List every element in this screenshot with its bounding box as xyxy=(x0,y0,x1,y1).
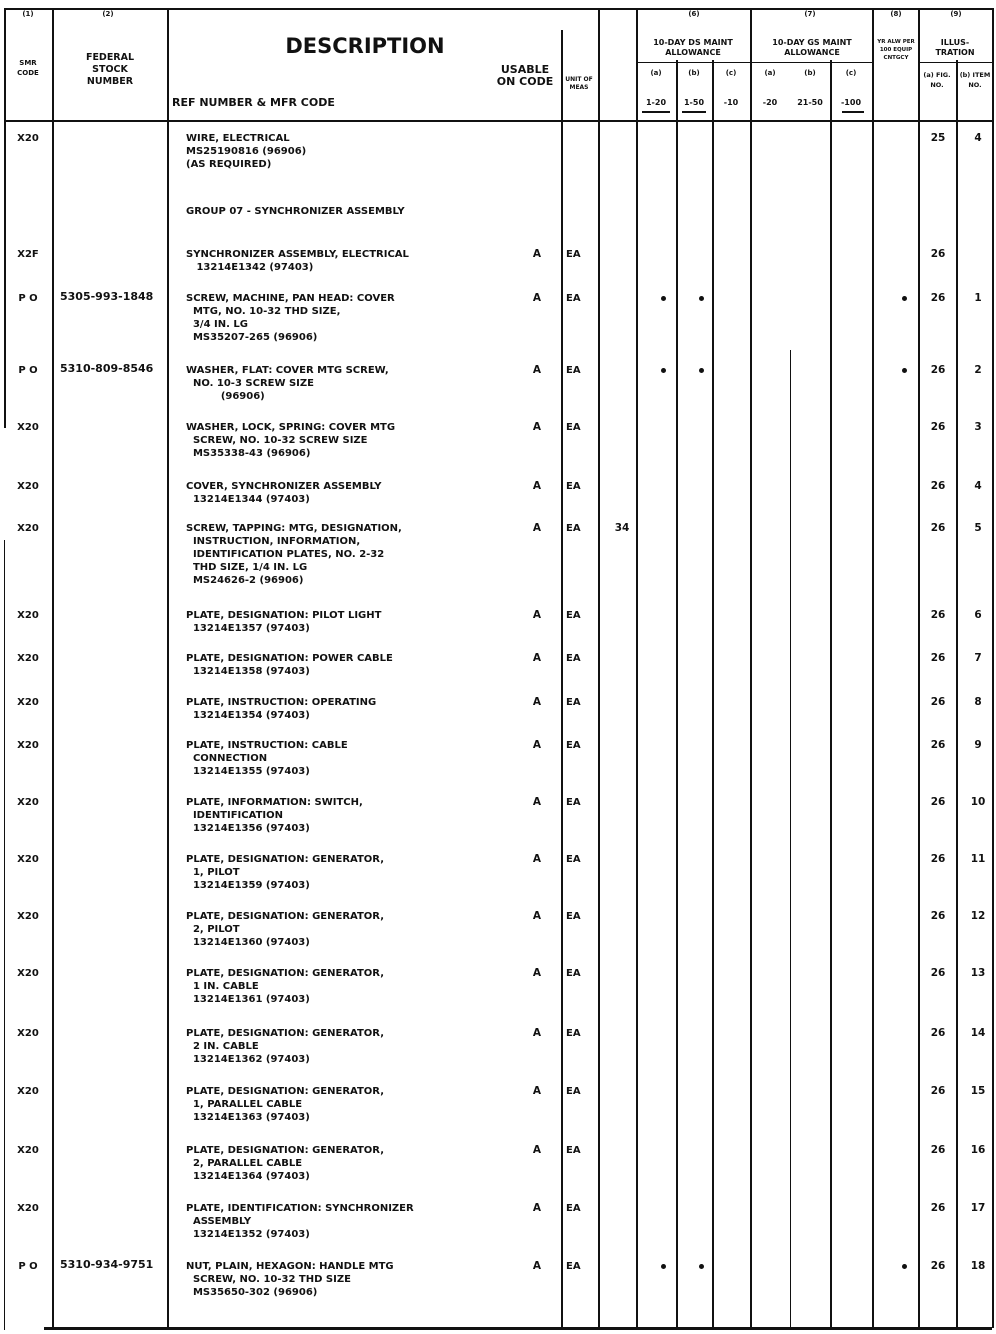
unit-of-measure: EA xyxy=(566,911,581,922)
figure-number: 26 xyxy=(930,696,946,708)
gs-sub-c: (c) xyxy=(845,69,857,77)
usable-on-code: A xyxy=(532,1260,542,1272)
header-fig-no: (a) FIG. NO. xyxy=(923,71,951,89)
smr-code: P O xyxy=(18,1261,38,1272)
figure-number: 26 xyxy=(930,739,946,751)
item-description: PLATE, INSTRUCTION: OPERATING 13214E1354 (97403) xyxy=(186,697,377,721)
item-number: 9 xyxy=(974,739,982,751)
usable-on-code: A xyxy=(532,853,542,865)
item-number: 5 xyxy=(974,522,982,534)
figure-number: 26 xyxy=(930,1202,946,1214)
smr-code: X2F xyxy=(17,249,39,260)
item-number: 17 xyxy=(970,1202,986,1214)
gs-sub-b: (b) xyxy=(804,69,816,77)
unit-of-measure: EA xyxy=(566,1145,581,1156)
ds-range-b: 1-50 xyxy=(683,98,705,107)
item-number: 7 xyxy=(974,652,982,664)
usable-on-code: A xyxy=(532,248,542,260)
unit-of-measure: EA xyxy=(566,1261,581,1272)
usable-on-code: A xyxy=(532,421,542,433)
usable-on-code: A xyxy=(532,364,542,376)
usable-on-code: A xyxy=(532,480,542,492)
smr-code: X20 xyxy=(17,610,39,621)
usable-on-code: A xyxy=(532,1085,542,1097)
figure-number: 26 xyxy=(930,421,946,433)
smr-code: X20 xyxy=(17,797,39,808)
item-description: PLATE, DESIGNATION: GENERATOR, 1, PARALLEL CABLE 13214E1363 (97403) xyxy=(186,1086,384,1123)
header-smr-code: SMR CODE xyxy=(17,59,39,77)
unit-of-measure: EA xyxy=(566,523,581,534)
yearly-allowance-mark xyxy=(902,296,907,301)
unit-of-measure: EA xyxy=(566,653,581,664)
unit-of-measure: EA xyxy=(566,610,581,621)
usable-on-code: A xyxy=(532,739,542,751)
item-description: NUT, PLAIN, HEXAGON: HANDLE MTG SCREW, NO. 10-32 THD SIZE MS35650-302 (96906) xyxy=(186,1261,394,1298)
header-usable-on-code: USABLE ON CODE xyxy=(496,63,554,88)
figure-number: 26 xyxy=(930,967,946,979)
unit-of-measure: EA xyxy=(566,797,581,808)
item-description: WIRE, ELECTRICAL MS25190816 (96906) (AS REQUIRED) xyxy=(186,133,307,170)
smr-code: X20 xyxy=(17,911,39,922)
quantity: 34 xyxy=(614,522,630,534)
yearly-allowance-mark xyxy=(902,1264,907,1269)
item-description: PLATE, DESIGNATION: PILOT LIGHT 13214E1357 (97403) xyxy=(186,610,382,634)
item-number: 10 xyxy=(970,796,986,808)
figure-number: 26 xyxy=(930,1144,946,1156)
item-number: 11 xyxy=(970,853,986,865)
figure-number: 26 xyxy=(930,1027,946,1039)
figure-number: 26 xyxy=(930,292,946,304)
col-num-1: (1) xyxy=(22,10,34,18)
item-description: SYNCHRONIZER ASSEMBLY, ELECTRICAL 13214E1342 (97403) xyxy=(186,249,409,273)
smr-code: X20 xyxy=(17,1086,39,1097)
header-yr-alw: YR ALW PER 100 EQUIP CNTGCY xyxy=(877,39,915,61)
ds-allowance-b-mark xyxy=(699,368,704,373)
unit-of-measure: EA xyxy=(566,854,581,865)
item-number: 4 xyxy=(974,132,982,144)
ds-allowance-a-mark xyxy=(661,296,666,301)
usable-on-code: A xyxy=(532,967,542,979)
unit-of-measure: EA xyxy=(566,293,581,304)
ds-range-a: 1-20 xyxy=(645,98,667,107)
smr-code: X20 xyxy=(17,1145,39,1156)
item-description: SCREW, TAPPING: MTG, DESIGNATION, INSTRUCTION, INFORMATION, IDENTIFICATION PLATES, NO. 2-32 THD SIZE, 1/4 IN. LG MS24626-2 (96906) xyxy=(186,523,402,586)
item-number: 12 xyxy=(970,910,986,922)
gs-range-c: -100 xyxy=(840,98,862,107)
smr-code: X20 xyxy=(17,740,39,751)
usable-on-code: A xyxy=(532,522,542,534)
item-number: 3 xyxy=(974,421,982,433)
item-description: PLATE, DESIGNATION: GENERATOR, 2, PILOT 13214E1360 (97403) xyxy=(186,911,384,948)
usable-on-code: A xyxy=(532,1144,542,1156)
col-num-8: (8) xyxy=(890,10,902,18)
gs-sub-a: (a) xyxy=(764,69,776,77)
item-number: 14 xyxy=(970,1027,986,1039)
item-number: 6 xyxy=(974,609,982,621)
gs-range-a: -20 xyxy=(762,98,778,107)
usable-on-code: A xyxy=(532,292,542,304)
item-description: PLATE, DESIGNATION: GENERATOR, 1 IN. CABLE 13214E1361 (97403) xyxy=(186,968,384,1005)
figure-number: 26 xyxy=(930,364,946,376)
smr-code: P O xyxy=(18,293,38,304)
smr-code: X20 xyxy=(17,481,39,492)
col-num-7: (7) xyxy=(804,10,816,18)
figure-number: 26 xyxy=(930,480,946,492)
header-illustration: ILLUS-TRATION xyxy=(935,38,975,57)
item-number: 4 xyxy=(974,480,982,492)
unit-of-measure: EA xyxy=(566,697,581,708)
header-item-no: (b) ITEM NO. xyxy=(959,71,991,89)
unit-of-measure: EA xyxy=(566,1203,581,1214)
item-description: PLATE, DESIGNATION: GENERATOR, 1, PILOT 13214E1359 (97403) xyxy=(186,854,384,891)
smr-code: X20 xyxy=(17,422,39,433)
header-federal-stock-number: FEDERAL STOCK NUMBER xyxy=(85,52,135,87)
header-gs-allowance: 10-DAY GS MAINT ALLOWANCE xyxy=(772,38,852,57)
item-number: 16 xyxy=(970,1144,986,1156)
col-num-9: (9) xyxy=(950,10,962,18)
item-number: 13 xyxy=(970,967,986,979)
figure-number: 26 xyxy=(930,910,946,922)
ds-allowance-b-mark xyxy=(699,296,704,301)
item-description: PLATE, IDENTIFICATION: SYNCHRONIZER ASSEMBLY 13214E1352 (97403) xyxy=(186,1203,414,1240)
ds-allowance-a-mark xyxy=(661,368,666,373)
gs-range-b: 21-50 xyxy=(797,98,823,107)
header-ds-allowance: 10-DAY DS MAINT ALLOWANCE xyxy=(653,38,733,57)
yearly-allowance-mark xyxy=(902,368,907,373)
figure-number: 26 xyxy=(930,853,946,865)
usable-on-code: A xyxy=(532,910,542,922)
figure-number: 25 xyxy=(930,132,946,144)
item-description: PLATE, INSTRUCTION: CABLE CONNECTION 13214E1355 (97403) xyxy=(186,740,348,777)
usable-on-code: A xyxy=(532,1027,542,1039)
smr-code: X20 xyxy=(17,854,39,865)
item-description: PLATE, INFORMATION: SWITCH, IDENTIFICATION 13214E1356 (97403) xyxy=(186,797,363,834)
figure-number: 26 xyxy=(930,796,946,808)
usable-on-code: A xyxy=(532,609,542,621)
smr-code: X20 xyxy=(17,133,39,144)
item-description: PLATE, DESIGNATION: GENERATOR, 2, PARALLEL CABLE 13214E1364 (97403) xyxy=(186,1145,384,1182)
header-ref-number: REF NUMBER & MFR CODE xyxy=(172,96,335,109)
item-description: WASHER, FLAT: COVER MTG SCREW, NO. 10-3 SCREW SIZE (96906) xyxy=(186,365,389,402)
item-number: 2 xyxy=(974,364,982,376)
unit-of-measure: EA xyxy=(566,740,581,751)
unit-of-measure: EA xyxy=(566,1086,581,1097)
usable-on-code: A xyxy=(532,652,542,664)
ds-allowance-a-mark xyxy=(661,1264,666,1269)
item-description: PLATE, DESIGNATION: POWER CABLE 13214E1358 (97403) xyxy=(186,653,393,677)
federal-stock-number: 5310-809-8546 xyxy=(60,362,154,375)
item-description: PLATE, DESIGNATION: GENERATOR, 2 IN. CABLE 13214E1362 (97403) xyxy=(186,1028,384,1065)
figure-number: 26 xyxy=(930,652,946,664)
figure-number: 26 xyxy=(930,1260,946,1272)
col-num-2: (2) xyxy=(102,10,114,18)
unit-of-measure: EA xyxy=(566,249,581,260)
item-description: GROUP 07 - SYNCHRONIZER ASSEMBLY xyxy=(186,206,405,217)
ds-range-c: -10 xyxy=(723,98,739,107)
ds-sub-c: (c) xyxy=(725,69,737,77)
item-number: 15 xyxy=(970,1085,986,1097)
item-description: SCREW, MACHINE, PAN HEAD: COVER MTG, NO. 10-32 THD SIZE, 3/4 IN. LG MS35207-265 (96906) xyxy=(186,293,395,343)
smr-code: X20 xyxy=(17,653,39,664)
federal-stock-number: 5305-993-1848 xyxy=(60,290,154,303)
figure-number: 26 xyxy=(930,248,946,260)
usable-on-code: A xyxy=(532,696,542,708)
ds-allowance-b-mark xyxy=(699,1264,704,1269)
ds-sub-b: (b) xyxy=(688,69,700,77)
smr-code: X20 xyxy=(17,968,39,979)
figure-number: 26 xyxy=(930,1085,946,1097)
ds-sub-a: (a) xyxy=(650,69,662,77)
header-unit-of-meas: UNIT OF MEAS xyxy=(565,76,593,91)
unit-of-measure: EA xyxy=(566,1028,581,1039)
figure-number: 26 xyxy=(930,609,946,621)
header-description: DESCRIPTION xyxy=(285,34,445,58)
figure-number: 26 xyxy=(930,522,946,534)
smr-code: X20 xyxy=(17,697,39,708)
unit-of-measure: EA xyxy=(566,481,581,492)
smr-code: X20 xyxy=(17,1203,39,1214)
unit-of-measure: EA xyxy=(566,365,581,376)
smr-code: P O xyxy=(18,365,38,376)
item-description: WASHER, LOCK, SPRING: COVER MTG SCREW, NO. 10-32 SCREW SIZE MS35338-43 (96906) xyxy=(186,422,396,459)
item-description: COVER, SYNCHRONIZER ASSEMBLY 13214E1344 (97403) xyxy=(186,481,382,505)
item-number: 18 xyxy=(970,1260,986,1272)
usable-on-code: A xyxy=(532,796,542,808)
smr-code: X20 xyxy=(17,1028,39,1039)
usable-on-code: A xyxy=(532,1202,542,1214)
col-num-6: (6) xyxy=(688,10,700,18)
item-number: 8 xyxy=(974,696,982,708)
unit-of-measure: EA xyxy=(566,422,581,433)
smr-code: X20 xyxy=(17,523,39,534)
item-number: 1 xyxy=(974,292,982,304)
federal-stock-number: 5310-934-9751 xyxy=(60,1258,154,1271)
unit-of-measure: EA xyxy=(566,968,581,979)
